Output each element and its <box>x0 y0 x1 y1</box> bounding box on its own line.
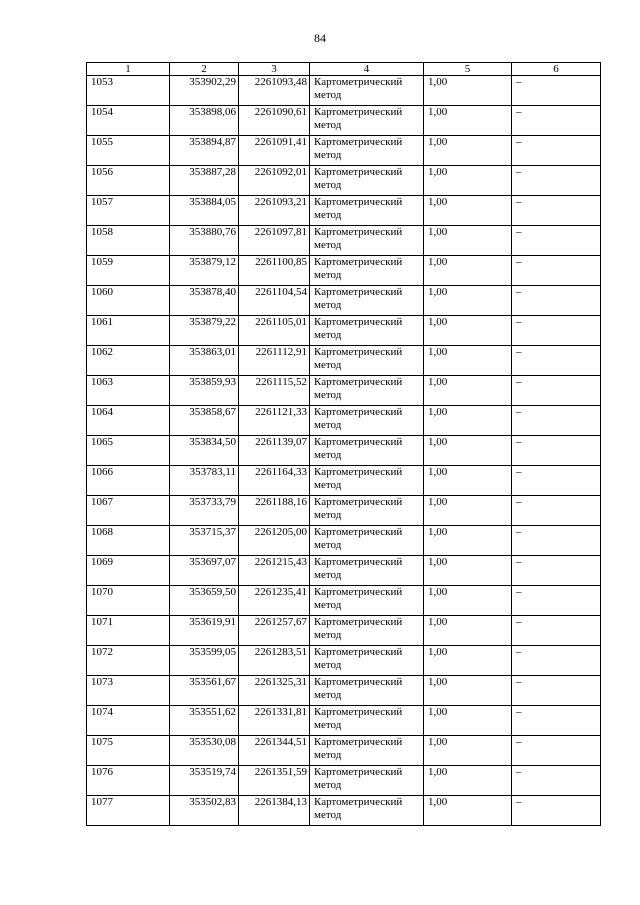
x-coordinate-cell: 353878,40 <box>170 286 239 316</box>
note-cell: – <box>512 256 601 286</box>
accuracy-cell: 1,00 <box>424 76 512 106</box>
accuracy-cell: 1,00 <box>424 736 512 766</box>
table-row <box>87 676 601 706</box>
y-coordinate-cell: 2261257,67 <box>239 616 310 646</box>
point-number-cell: 1055 <box>87 136 170 166</box>
method-cell: Картометрический метод <box>310 796 424 826</box>
table-row <box>87 766 601 796</box>
x-coordinate-cell: 353863,01 <box>170 346 239 376</box>
y-coordinate-cell: 2261093,21 <box>239 196 310 226</box>
accuracy-cell: 1,00 <box>424 286 512 316</box>
x-coordinate-cell: 353561,67 <box>170 676 239 706</box>
accuracy-cell: 1,00 <box>424 796 512 826</box>
point-number-cell: 1056 <box>87 166 170 196</box>
point-number-cell: 1073 <box>87 676 170 706</box>
note-cell: – <box>512 106 601 136</box>
table-header-row <box>87 63 601 76</box>
accuracy-cell: 1,00 <box>424 406 512 436</box>
y-coordinate-cell: 2261344,51 <box>239 736 310 766</box>
note-cell: – <box>512 316 601 346</box>
x-coordinate-cell: 353898,06 <box>170 106 239 136</box>
y-coordinate-cell: 2261100,85 <box>239 256 310 286</box>
note-cell: – <box>512 556 601 586</box>
accuracy-cell: 1,00 <box>424 226 512 256</box>
point-number-cell: 1069 <box>87 556 170 586</box>
y-coordinate-cell: 2261164,33 <box>239 466 310 496</box>
x-coordinate-cell: 353659,50 <box>170 586 239 616</box>
table-row <box>87 556 601 586</box>
method-cell: Картометрический метод <box>310 76 424 106</box>
table-row <box>87 286 601 316</box>
accuracy-cell: 1,00 <box>424 616 512 646</box>
method-cell: Картометрический метод <box>310 616 424 646</box>
point-number-cell: 1058 <box>87 226 170 256</box>
point-number-cell: 1066 <box>87 466 170 496</box>
note-cell: – <box>512 136 601 166</box>
note-cell: – <box>512 166 601 196</box>
point-number-cell: 1077 <box>87 796 170 826</box>
method-cell: Картометрический метод <box>310 526 424 556</box>
note-cell: – <box>512 346 601 376</box>
method-cell: Картометрический метод <box>310 406 424 436</box>
point-number-cell: 1060 <box>87 286 170 316</box>
x-coordinate-cell: 353619,91 <box>170 616 239 646</box>
table-row <box>87 796 601 826</box>
note-cell: – <box>512 646 601 676</box>
column-header: 5 <box>424 63 512 76</box>
method-cell: Картометрический метод <box>310 136 424 166</box>
method-cell: Картометрический метод <box>310 736 424 766</box>
accuracy-cell: 1,00 <box>424 436 512 466</box>
x-coordinate-cell: 353879,22 <box>170 316 239 346</box>
table-row <box>87 316 601 346</box>
table-row <box>87 406 601 436</box>
table-row <box>87 706 601 736</box>
x-coordinate-cell: 353783,11 <box>170 466 239 496</box>
table-row <box>87 226 601 256</box>
note-cell: – <box>512 376 601 406</box>
method-cell: Картометрический метод <box>310 466 424 496</box>
table-row <box>87 436 601 466</box>
point-number-cell: 1057 <box>87 196 170 226</box>
column-header: 3 <box>239 63 310 76</box>
x-coordinate-cell: 353551,62 <box>170 706 239 736</box>
note-cell: – <box>512 436 601 466</box>
method-cell: Картометрический метод <box>310 376 424 406</box>
note-cell: – <box>512 796 601 826</box>
table-row <box>87 196 601 226</box>
page-number: 84 <box>314 31 326 45</box>
x-coordinate-cell: 353887,28 <box>170 166 239 196</box>
point-number-cell: 1061 <box>87 316 170 346</box>
table-row <box>87 586 601 616</box>
x-coordinate-cell: 353894,87 <box>170 136 239 166</box>
method-cell: Картометрический метод <box>310 226 424 256</box>
accuracy-cell: 1,00 <box>424 106 512 136</box>
accuracy-cell: 1,00 <box>424 256 512 286</box>
y-coordinate-cell: 2261384,13 <box>239 796 310 826</box>
note-cell: – <box>512 766 601 796</box>
x-coordinate-cell: 353884,05 <box>170 196 239 226</box>
y-coordinate-cell: 2261235,41 <box>239 586 310 616</box>
method-cell: Картометрический метод <box>310 706 424 736</box>
x-coordinate-cell: 353697,07 <box>170 556 239 586</box>
y-coordinate-cell: 2261121,33 <box>239 406 310 436</box>
method-cell: Картометрический метод <box>310 196 424 226</box>
table-row <box>87 256 601 286</box>
x-coordinate-cell: 353733,79 <box>170 496 239 526</box>
table-row <box>87 376 601 406</box>
y-coordinate-cell: 2261112,91 <box>239 346 310 376</box>
y-coordinate-cell: 2261092,01 <box>239 166 310 196</box>
coordinates-table <box>86 62 601 826</box>
note-cell: – <box>512 466 601 496</box>
method-cell: Картометрический метод <box>310 256 424 286</box>
column-header: 4 <box>310 63 424 76</box>
note-cell: – <box>512 286 601 316</box>
x-coordinate-cell: 353715,37 <box>170 526 239 556</box>
point-number-cell: 1076 <box>87 766 170 796</box>
point-number-cell: 1064 <box>87 406 170 436</box>
y-coordinate-cell: 2261105,01 <box>239 316 310 346</box>
x-coordinate-cell: 353880,76 <box>170 226 239 256</box>
accuracy-cell: 1,00 <box>424 496 512 526</box>
column-header: 1 <box>87 63 170 76</box>
accuracy-cell: 1,00 <box>424 526 512 556</box>
y-coordinate-cell: 2261331,81 <box>239 706 310 736</box>
method-cell: Картометрический метод <box>310 556 424 586</box>
note-cell: – <box>512 76 601 106</box>
x-coordinate-cell: 353502,83 <box>170 796 239 826</box>
method-cell: Картометрический метод <box>310 496 424 526</box>
method-cell: Картометрический метод <box>310 436 424 466</box>
table-row <box>87 346 601 376</box>
table-row <box>87 76 601 106</box>
table-row <box>87 646 601 676</box>
method-cell: Картометрический метод <box>310 166 424 196</box>
y-coordinate-cell: 2261188,16 <box>239 496 310 526</box>
note-cell: – <box>512 676 601 706</box>
method-cell: Картометрический метод <box>310 106 424 136</box>
note-cell: – <box>512 706 601 736</box>
x-coordinate-cell: 353599,05 <box>170 646 239 676</box>
accuracy-cell: 1,00 <box>424 376 512 406</box>
accuracy-cell: 1,00 <box>424 646 512 676</box>
table-row <box>87 526 601 556</box>
y-coordinate-cell: 2261104,54 <box>239 286 310 316</box>
point-number-cell: 1075 <box>87 736 170 766</box>
point-number-cell: 1071 <box>87 616 170 646</box>
y-coordinate-cell: 2261325,31 <box>239 676 310 706</box>
point-number-cell: 1068 <box>87 526 170 556</box>
point-number-cell: 1054 <box>87 106 170 136</box>
y-coordinate-cell: 2261283,51 <box>239 646 310 676</box>
table-row <box>87 616 601 646</box>
x-coordinate-cell: 353879,12 <box>170 256 239 286</box>
table-row <box>87 136 601 166</box>
y-coordinate-cell: 2261351,59 <box>239 766 310 796</box>
accuracy-cell: 1,00 <box>424 346 512 376</box>
y-coordinate-cell: 2261091,41 <box>239 136 310 166</box>
point-number-cell: 1067 <box>87 496 170 526</box>
y-coordinate-cell: 2261090,61 <box>239 106 310 136</box>
note-cell: – <box>512 736 601 766</box>
point-number-cell: 1063 <box>87 376 170 406</box>
method-cell: Картометрический метод <box>310 646 424 676</box>
accuracy-cell: 1,00 <box>424 196 512 226</box>
table-row <box>87 106 601 136</box>
note-cell: – <box>512 226 601 256</box>
x-coordinate-cell: 353859,93 <box>170 376 239 406</box>
accuracy-cell: 1,00 <box>424 316 512 346</box>
accuracy-cell: 1,00 <box>424 676 512 706</box>
x-coordinate-cell: 353530,08 <box>170 736 239 766</box>
y-coordinate-cell: 2261097,81 <box>239 226 310 256</box>
note-cell: – <box>512 586 601 616</box>
point-number-cell: 1062 <box>87 346 170 376</box>
y-coordinate-cell: 2261205,00 <box>239 526 310 556</box>
method-cell: Картометрический метод <box>310 286 424 316</box>
note-cell: – <box>512 496 601 526</box>
accuracy-cell: 1,00 <box>424 706 512 736</box>
y-coordinate-cell: 2261093,48 <box>239 76 310 106</box>
accuracy-cell: 1,00 <box>424 466 512 496</box>
method-cell: Картометрический метод <box>310 316 424 346</box>
accuracy-cell: 1,00 <box>424 556 512 586</box>
y-coordinate-cell: 2261215,43 <box>239 556 310 586</box>
point-number-cell: 1074 <box>87 706 170 736</box>
x-coordinate-cell: 353858,67 <box>170 406 239 436</box>
accuracy-cell: 1,00 <box>424 136 512 166</box>
x-coordinate-cell: 353834,50 <box>170 436 239 466</box>
note-cell: – <box>512 616 601 646</box>
x-coordinate-cell: 353519,74 <box>170 766 239 796</box>
accuracy-cell: 1,00 <box>424 166 512 196</box>
table-row <box>87 736 601 766</box>
x-coordinate-cell: 353902,29 <box>170 76 239 106</box>
accuracy-cell: 1,00 <box>424 586 512 616</box>
y-coordinate-cell: 2261115,52 <box>239 376 310 406</box>
point-number-cell: 1059 <box>87 256 170 286</box>
note-cell: – <box>512 406 601 436</box>
table-row <box>87 166 601 196</box>
point-number-cell: 1070 <box>87 586 170 616</box>
table-row <box>87 466 601 496</box>
note-cell: – <box>512 526 601 556</box>
column-header: 6 <box>512 63 601 76</box>
point-number-cell: 1053 <box>87 76 170 106</box>
point-number-cell: 1072 <box>87 646 170 676</box>
note-cell: – <box>512 196 601 226</box>
method-cell: Картометрический метод <box>310 346 424 376</box>
y-coordinate-cell: 2261139,07 <box>239 436 310 466</box>
point-number-cell: 1065 <box>87 436 170 466</box>
method-cell: Картометрический метод <box>310 766 424 796</box>
method-cell: Картометрический метод <box>310 676 424 706</box>
column-header: 2 <box>170 63 239 76</box>
accuracy-cell: 1,00 <box>424 766 512 796</box>
table-row <box>87 496 601 526</box>
method-cell: Картометрический метод <box>310 586 424 616</box>
